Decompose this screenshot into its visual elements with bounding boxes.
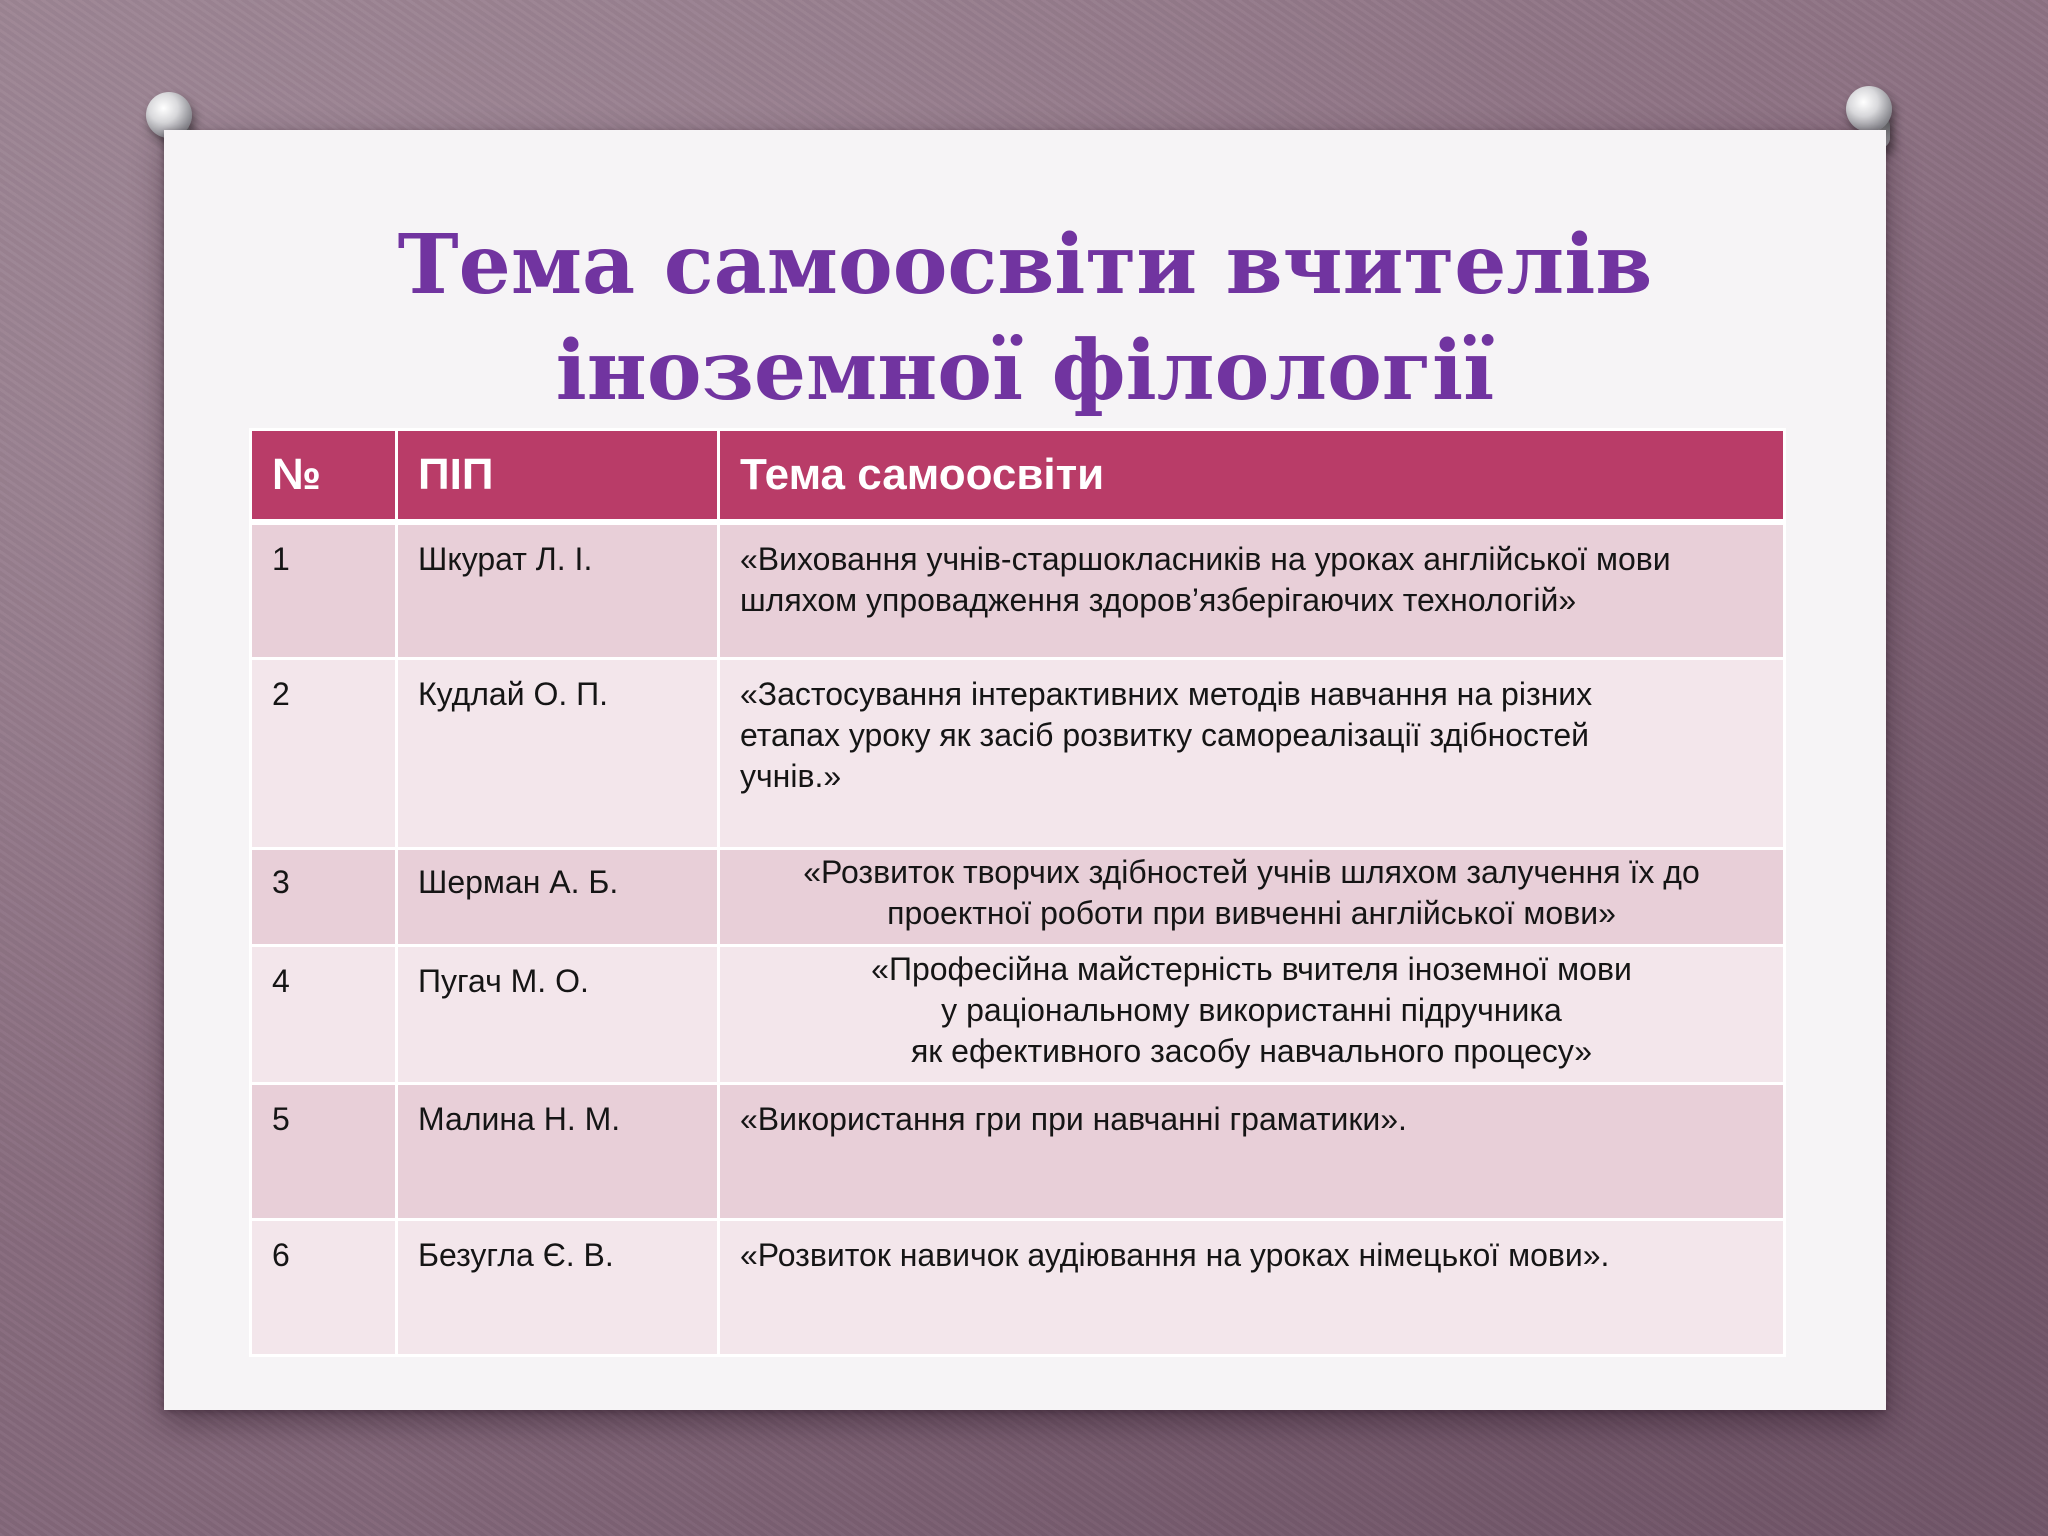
table-row	[251, 945, 1785, 1083]
slide-title-line-1: Тема самоосвіти вчителів	[397, 217, 1653, 313]
table-row	[251, 1219, 1785, 1355]
header-name: ПІП	[397, 430, 719, 523]
row-name: Шерман А. Б.	[397, 848, 719, 945]
row-topic: «Розвиток творчих здібностей учнів шляхом залучення їх до проектної роботи при вивченні англійської мови»	[719, 848, 1785, 945]
table-row	[251, 658, 1785, 848]
header-number: №	[251, 430, 397, 523]
self-education-table	[249, 428, 1786, 1357]
row-topic: «Використання гри при навчанні граматики».	[719, 1083, 1785, 1219]
row-topic: «Виховання учнів-старшокласників на уроках англійської мови шляхом упровадження здоров’язберігаючих технологій»	[719, 522, 1785, 658]
slide-title-line-2: іноземної філології	[555, 323, 1495, 419]
table-row	[251, 848, 1785, 945]
row-name: Малина Н. М.	[397, 1083, 719, 1219]
row-number: 4	[251, 945, 397, 1083]
row-number: 6	[251, 1219, 397, 1355]
row-number: 3	[251, 848, 397, 945]
row-name: Кудлай О. П.	[397, 658, 719, 848]
row-topic: «Розвиток навичок аудіювання на уроках німецької мови».	[719, 1219, 1785, 1355]
table-header-row	[251, 430, 1785, 523]
row-name: Безугла Є. В.	[397, 1219, 719, 1355]
row-number: 2	[251, 658, 397, 848]
header-topic: Тема самоосвіти	[719, 430, 1785, 523]
table-row	[251, 522, 1785, 658]
row-topic: «Професійна майстерність вчителя іноземної мови у раціональному використанні підручника як ефективного засобу навчального процесу»	[719, 945, 1785, 1083]
slide-title	[164, 212, 1886, 424]
row-number: 5	[251, 1083, 397, 1219]
row-topic: «Застосування інтерактивних методів навчання на різних етапах уроку як засіб розвитку самореалізації здібностей учнів.»	[719, 658, 1785, 848]
row-name: Пугач М. О.	[397, 945, 719, 1083]
table-row	[251, 1083, 1785, 1219]
row-name: Шкурат Л. І.	[397, 522, 719, 658]
row-number: 1	[251, 522, 397, 658]
